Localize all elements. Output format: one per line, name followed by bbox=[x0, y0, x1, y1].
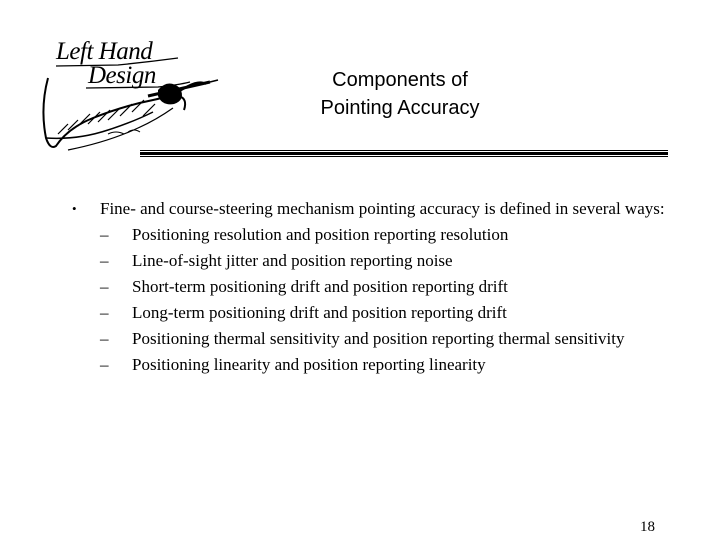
divider-bottom-line bbox=[140, 156, 668, 157]
left-hand-design-logo bbox=[38, 38, 228, 156]
subitem-text: Line-of-sight jitter and position reporting noise bbox=[132, 251, 453, 270]
subitem bbox=[70, 222, 670, 248]
dash-icon: – bbox=[100, 329, 109, 348]
dash-icon: – bbox=[100, 277, 109, 296]
logo-text-line1: Left Hand bbox=[56, 38, 153, 65]
page-number: 18 bbox=[640, 519, 655, 535]
subitem-text: Positioning thermal sensitivity and position reporting thermal sensitivity bbox=[132, 329, 625, 348]
subitem-text: Positioning resolution and position reporting resolution bbox=[132, 225, 509, 244]
slide-body bbox=[70, 196, 670, 378]
subitem bbox=[70, 300, 670, 326]
bullet-item bbox=[70, 196, 670, 222]
divider-top-line bbox=[140, 150, 668, 151]
bullet-text: Fine- and course-steering mechanism pointing accuracy is defined in several ways: bbox=[100, 199, 665, 218]
subitem-list bbox=[70, 222, 670, 378]
subitem bbox=[70, 274, 670, 300]
dash-icon: – bbox=[100, 251, 109, 270]
subitem bbox=[70, 248, 670, 274]
dash-icon: – bbox=[100, 355, 109, 374]
logo-text-line2: Design bbox=[88, 62, 156, 89]
bullet-dot-icon: • bbox=[72, 201, 77, 216]
subitem-text: Long-term positioning drift and position reporting drift bbox=[132, 303, 507, 322]
dash-icon: – bbox=[100, 225, 109, 244]
slide-title-line2: Pointing Accuracy bbox=[320, 97, 480, 119]
slide-title-line1: Components of bbox=[332, 69, 468, 91]
divider-thick-line bbox=[140, 152, 668, 155]
subitem-text: Short-term positioning drift and position reporting drift bbox=[132, 277, 508, 296]
slide-title bbox=[270, 66, 530, 122]
subitem bbox=[70, 352, 670, 378]
title-divider bbox=[140, 150, 668, 158]
subitem-text: Positioning linearity and position reporting linearity bbox=[132, 355, 486, 374]
dash-icon: – bbox=[100, 303, 109, 322]
subitem bbox=[70, 326, 670, 352]
